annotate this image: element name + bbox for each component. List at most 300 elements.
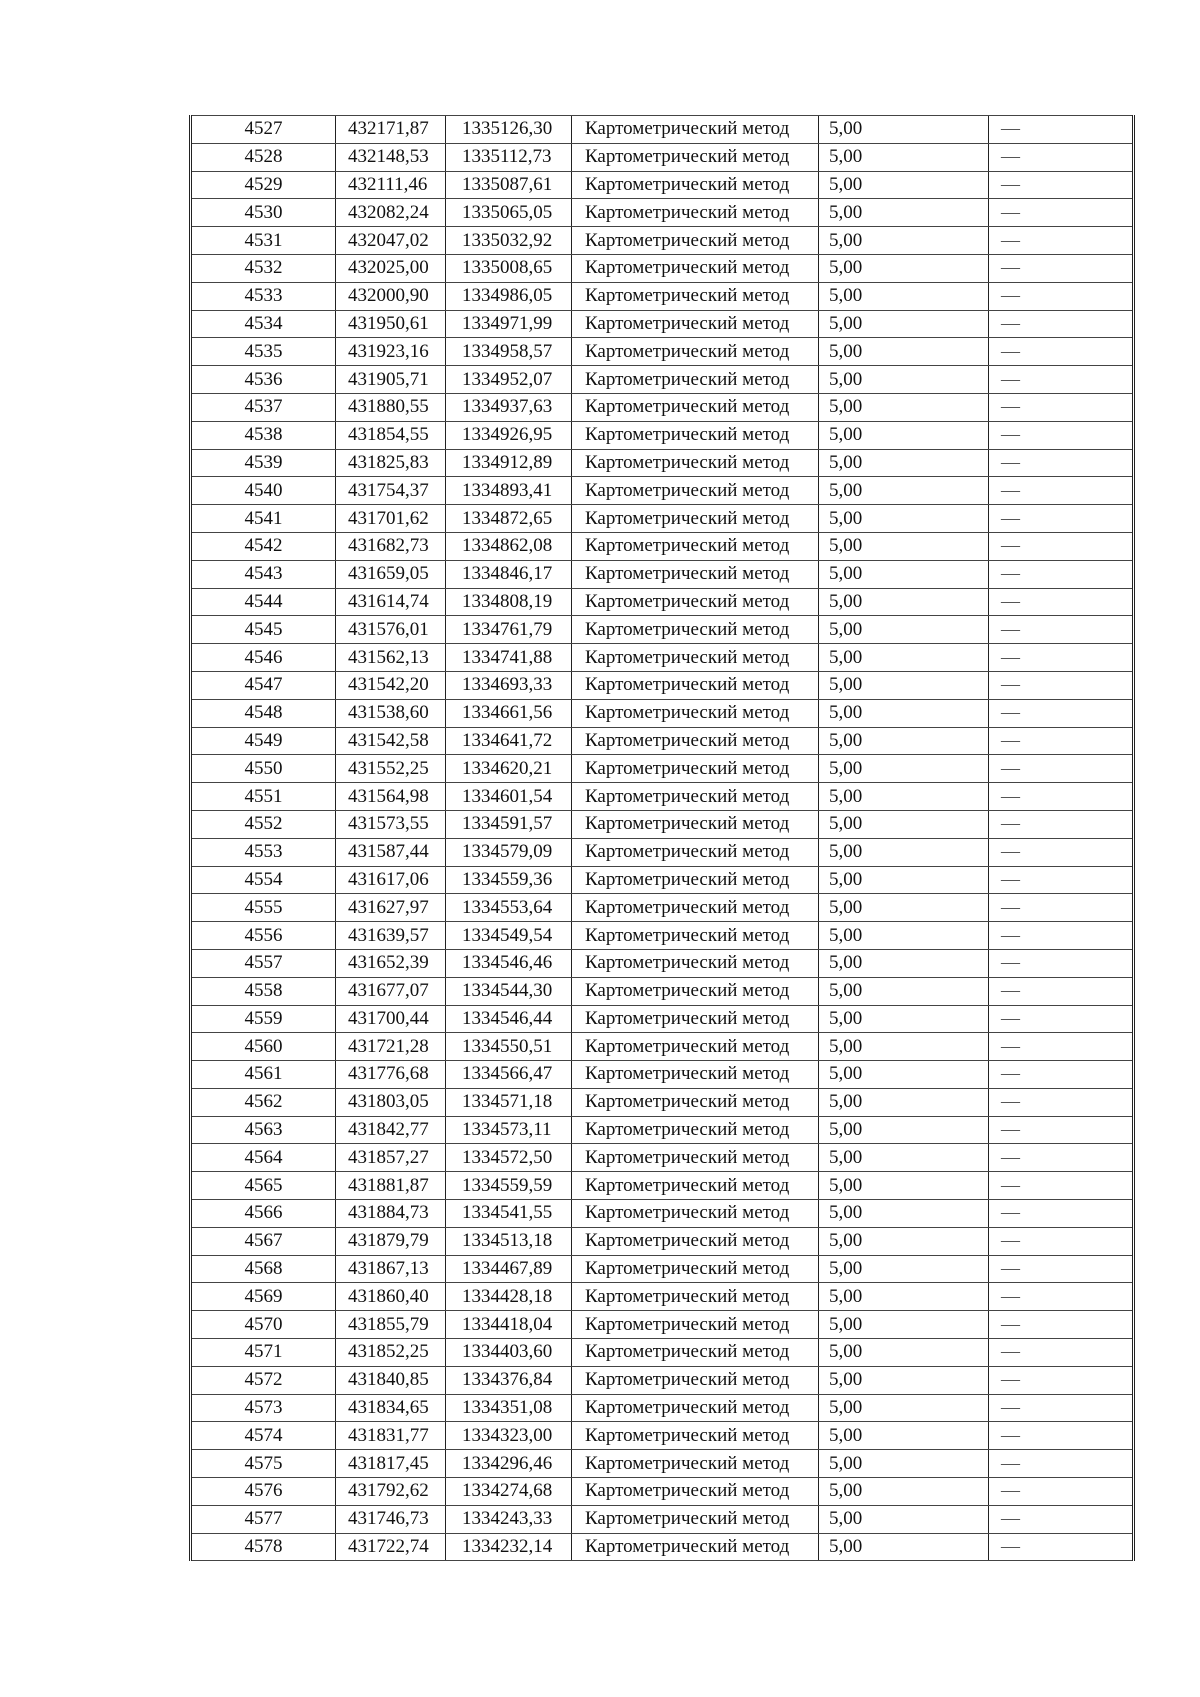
note-cell: — xyxy=(989,1144,1134,1172)
x-coordinate-cell: 432111,46 xyxy=(336,171,446,199)
method-cell: Картометрический метод xyxy=(572,838,819,866)
y-coordinate-cell: 1334761,79 xyxy=(446,616,572,644)
y-coordinate-cell: 1335112,73 xyxy=(446,143,572,171)
point-number-cell: 4574 xyxy=(191,1422,336,1450)
x-coordinate-cell: 431617,06 xyxy=(336,866,446,894)
note-cell: — xyxy=(989,449,1134,477)
point-number-cell: 4570 xyxy=(191,1311,336,1339)
table-row xyxy=(191,116,1134,144)
accuracy-cell: 5,00 xyxy=(819,1033,989,1061)
x-coordinate-cell: 431721,28 xyxy=(336,1033,446,1061)
accuracy-cell: 5,00 xyxy=(819,1116,989,1144)
y-coordinate-cell: 1334893,41 xyxy=(446,477,572,505)
point-number-cell: 4527 xyxy=(191,116,336,144)
table-row xyxy=(191,1283,1134,1311)
y-coordinate-cell: 1335065,05 xyxy=(446,199,572,227)
y-coordinate-cell: 1334971,99 xyxy=(446,310,572,338)
note-cell: — xyxy=(989,227,1134,255)
point-number-cell: 4531 xyxy=(191,227,336,255)
x-coordinate-cell: 431652,39 xyxy=(336,949,446,977)
x-coordinate-cell: 432025,00 xyxy=(336,254,446,282)
point-number-cell: 4548 xyxy=(191,699,336,727)
accuracy-cell: 5,00 xyxy=(819,199,989,227)
note-cell: — xyxy=(989,1505,1134,1533)
note-cell: — xyxy=(989,421,1134,449)
accuracy-cell: 5,00 xyxy=(819,505,989,533)
x-coordinate-cell: 432148,53 xyxy=(336,143,446,171)
x-coordinate-cell: 431659,05 xyxy=(336,560,446,588)
x-coordinate-cell: 431776,68 xyxy=(336,1061,446,1089)
table-row xyxy=(191,1144,1134,1172)
accuracy-cell: 5,00 xyxy=(819,1450,989,1478)
point-number-cell: 4559 xyxy=(191,1005,336,1033)
y-coordinate-cell: 1334958,57 xyxy=(446,338,572,366)
note-cell: — xyxy=(989,1283,1134,1311)
method-cell: Картометрический метод xyxy=(572,1450,819,1478)
note-cell: — xyxy=(989,1227,1134,1255)
point-number-cell: 4554 xyxy=(191,866,336,894)
method-cell: Картометрический метод xyxy=(572,143,819,171)
x-coordinate-cell: 431842,77 xyxy=(336,1116,446,1144)
y-coordinate-cell: 1334862,08 xyxy=(446,532,572,560)
table-row xyxy=(191,1255,1134,1283)
point-number-cell: 4532 xyxy=(191,254,336,282)
table-row xyxy=(191,366,1134,394)
accuracy-cell: 5,00 xyxy=(819,783,989,811)
point-number-cell: 4528 xyxy=(191,143,336,171)
accuracy-cell: 5,00 xyxy=(819,1005,989,1033)
point-number-cell: 4546 xyxy=(191,644,336,672)
table-row xyxy=(191,644,1134,672)
y-coordinate-cell: 1334541,55 xyxy=(446,1200,572,1228)
table-row xyxy=(191,1200,1134,1228)
point-number-cell: 4550 xyxy=(191,755,336,783)
point-number-cell: 4563 xyxy=(191,1116,336,1144)
accuracy-cell: 5,00 xyxy=(819,1366,989,1394)
table-row xyxy=(191,477,1134,505)
accuracy-cell: 5,00 xyxy=(819,616,989,644)
point-number-cell: 4542 xyxy=(191,532,336,560)
y-coordinate-cell: 1334620,21 xyxy=(446,755,572,783)
y-coordinate-cell: 1334641,72 xyxy=(446,727,572,755)
table-row xyxy=(191,421,1134,449)
note-cell: — xyxy=(989,783,1134,811)
y-coordinate-cell: 1334808,19 xyxy=(446,588,572,616)
method-cell: Картометрический метод xyxy=(572,1422,819,1450)
note-cell: — xyxy=(989,1200,1134,1228)
accuracy-cell: 5,00 xyxy=(819,310,989,338)
accuracy-cell: 5,00 xyxy=(819,727,989,755)
x-coordinate-cell: 431905,71 xyxy=(336,366,446,394)
point-number-cell: 4535 xyxy=(191,338,336,366)
y-coordinate-cell: 1334986,05 xyxy=(446,282,572,310)
table-row xyxy=(191,671,1134,699)
table-row xyxy=(191,1005,1134,1033)
y-coordinate-cell: 1334571,18 xyxy=(446,1088,572,1116)
y-coordinate-cell: 1334693,33 xyxy=(446,671,572,699)
x-coordinate-cell: 431542,58 xyxy=(336,727,446,755)
note-cell: — xyxy=(989,199,1134,227)
note-cell: — xyxy=(989,588,1134,616)
accuracy-cell: 5,00 xyxy=(819,1200,989,1228)
note-cell: — xyxy=(989,338,1134,366)
method-cell: Картометрический метод xyxy=(572,254,819,282)
point-number-cell: 4538 xyxy=(191,421,336,449)
note-cell: — xyxy=(989,1255,1134,1283)
table-row xyxy=(191,560,1134,588)
point-number-cell: 4560 xyxy=(191,1033,336,1061)
table-row xyxy=(191,505,1134,533)
note-cell: — xyxy=(989,810,1134,838)
accuracy-cell: 5,00 xyxy=(819,143,989,171)
y-coordinate-cell: 1334403,60 xyxy=(446,1339,572,1367)
x-coordinate-cell: 431627,97 xyxy=(336,894,446,922)
note-cell: — xyxy=(989,171,1134,199)
method-cell: Картометрический метод xyxy=(572,866,819,894)
table-row xyxy=(191,588,1134,616)
note-cell: — xyxy=(989,1088,1134,1116)
y-coordinate-cell: 1335032,92 xyxy=(446,227,572,255)
method-cell: Картометрический метод xyxy=(572,116,819,144)
x-coordinate-cell: 431564,98 xyxy=(336,783,446,811)
y-coordinate-cell: 1335087,61 xyxy=(446,171,572,199)
point-number-cell: 4551 xyxy=(191,783,336,811)
method-cell: Картометрический метод xyxy=(572,505,819,533)
y-coordinate-cell: 1334467,89 xyxy=(446,1255,572,1283)
point-number-cell: 4562 xyxy=(191,1088,336,1116)
table-row xyxy=(191,393,1134,421)
accuracy-cell: 5,00 xyxy=(819,1311,989,1339)
method-cell: Картометрический метод xyxy=(572,1478,819,1506)
x-coordinate-cell: 431950,61 xyxy=(336,310,446,338)
note-cell: — xyxy=(989,838,1134,866)
method-cell: Картометрический метод xyxy=(572,1116,819,1144)
table-row xyxy=(191,922,1134,950)
accuracy-cell: 5,00 xyxy=(819,699,989,727)
accuracy-cell: 5,00 xyxy=(819,755,989,783)
method-cell: Картометрический метод xyxy=(572,755,819,783)
x-coordinate-cell: 432082,24 xyxy=(336,199,446,227)
note-cell: — xyxy=(989,310,1134,338)
table-row xyxy=(191,338,1134,366)
accuracy-cell: 5,00 xyxy=(819,810,989,838)
point-number-cell: 4553 xyxy=(191,838,336,866)
x-coordinate-cell: 431576,01 xyxy=(336,616,446,644)
accuracy-cell: 5,00 xyxy=(819,922,989,950)
y-coordinate-cell: 1334566,47 xyxy=(446,1061,572,1089)
method-cell: Картометрический метод xyxy=(572,699,819,727)
method-cell: Картометрический метод xyxy=(572,616,819,644)
accuracy-cell: 5,00 xyxy=(819,1422,989,1450)
method-cell: Картометрический метод xyxy=(572,1088,819,1116)
table-row xyxy=(191,1478,1134,1506)
x-coordinate-cell: 431677,07 xyxy=(336,977,446,1005)
accuracy-cell: 5,00 xyxy=(819,1478,989,1506)
accuracy-cell: 5,00 xyxy=(819,588,989,616)
y-coordinate-cell: 1334912,89 xyxy=(446,449,572,477)
table-row xyxy=(191,838,1134,866)
method-cell: Картометрический метод xyxy=(572,199,819,227)
accuracy-cell: 5,00 xyxy=(819,977,989,1005)
x-coordinate-cell: 431840,85 xyxy=(336,1366,446,1394)
point-number-cell: 4556 xyxy=(191,922,336,950)
accuracy-cell: 5,00 xyxy=(819,116,989,144)
x-coordinate-cell: 431834,65 xyxy=(336,1394,446,1422)
x-coordinate-cell: 431857,27 xyxy=(336,1144,446,1172)
x-coordinate-cell: 431854,55 xyxy=(336,421,446,449)
point-number-cell: 4530 xyxy=(191,199,336,227)
note-cell: — xyxy=(989,505,1134,533)
table-row xyxy=(191,783,1134,811)
method-cell: Картометрический метод xyxy=(572,338,819,366)
table-row xyxy=(191,1061,1134,1089)
y-coordinate-cell: 1334926,95 xyxy=(446,421,572,449)
accuracy-cell: 5,00 xyxy=(819,671,989,699)
accuracy-cell: 5,00 xyxy=(819,1505,989,1533)
x-coordinate-cell: 431852,25 xyxy=(336,1339,446,1367)
accuracy-cell: 5,00 xyxy=(819,254,989,282)
x-coordinate-cell: 431923,16 xyxy=(336,338,446,366)
note-cell: — xyxy=(989,116,1134,144)
accuracy-cell: 5,00 xyxy=(819,894,989,922)
y-coordinate-cell: 1334546,44 xyxy=(446,1005,572,1033)
y-coordinate-cell: 1334846,17 xyxy=(446,560,572,588)
y-coordinate-cell: 1334323,00 xyxy=(446,1422,572,1450)
accuracy-cell: 5,00 xyxy=(819,1144,989,1172)
method-cell: Картометрический метод xyxy=(572,1533,819,1561)
note-cell: — xyxy=(989,1478,1134,1506)
note-cell: — xyxy=(989,922,1134,950)
table-row xyxy=(191,254,1134,282)
table-row xyxy=(191,810,1134,838)
note-cell: — xyxy=(989,560,1134,588)
point-number-cell: 4558 xyxy=(191,977,336,1005)
x-coordinate-cell: 431884,73 xyxy=(336,1200,446,1228)
point-number-cell: 4577 xyxy=(191,1505,336,1533)
note-cell: — xyxy=(989,644,1134,672)
x-coordinate-cell: 431722,74 xyxy=(336,1533,446,1561)
method-cell: Картометрический метод xyxy=(572,1255,819,1283)
table-row xyxy=(191,199,1134,227)
point-number-cell: 4561 xyxy=(191,1061,336,1089)
table-row xyxy=(191,532,1134,560)
note-cell: — xyxy=(989,671,1134,699)
y-coordinate-cell: 1334591,57 xyxy=(446,810,572,838)
table-row xyxy=(191,1033,1134,1061)
method-cell: Картометрический метод xyxy=(572,1005,819,1033)
accuracy-cell: 5,00 xyxy=(819,1255,989,1283)
note-cell: — xyxy=(989,1311,1134,1339)
x-coordinate-cell: 431700,44 xyxy=(336,1005,446,1033)
y-coordinate-cell: 1334296,46 xyxy=(446,1450,572,1478)
y-coordinate-cell: 1334937,63 xyxy=(446,393,572,421)
x-coordinate-cell: 431831,77 xyxy=(336,1422,446,1450)
y-coordinate-cell: 1334559,36 xyxy=(446,866,572,894)
point-number-cell: 4572 xyxy=(191,1366,336,1394)
note-cell: — xyxy=(989,866,1134,894)
x-coordinate-cell: 431817,45 xyxy=(336,1450,446,1478)
point-number-cell: 4555 xyxy=(191,894,336,922)
note-cell: — xyxy=(989,1005,1134,1033)
point-number-cell: 4541 xyxy=(191,505,336,533)
accuracy-cell: 5,00 xyxy=(819,227,989,255)
note-cell: — xyxy=(989,282,1134,310)
point-number-cell: 4578 xyxy=(191,1533,336,1561)
note-cell: — xyxy=(989,616,1134,644)
x-coordinate-cell: 431879,79 xyxy=(336,1227,446,1255)
x-coordinate-cell: 431562,13 xyxy=(336,644,446,672)
method-cell: Картометрический метод xyxy=(572,1200,819,1228)
x-coordinate-cell: 431880,55 xyxy=(336,393,446,421)
point-number-cell: 4544 xyxy=(191,588,336,616)
table-row xyxy=(191,1227,1134,1255)
point-number-cell: 4567 xyxy=(191,1227,336,1255)
accuracy-cell: 5,00 xyxy=(819,477,989,505)
method-cell: Картометрический метод xyxy=(572,227,819,255)
point-number-cell: 4539 xyxy=(191,449,336,477)
method-cell: Картометрический метод xyxy=(572,366,819,394)
y-coordinate-cell: 1334418,04 xyxy=(446,1311,572,1339)
x-coordinate-cell: 432000,90 xyxy=(336,282,446,310)
y-coordinate-cell: 1334351,08 xyxy=(446,1394,572,1422)
method-cell: Картометрический метод xyxy=(572,282,819,310)
method-cell: Картометрический метод xyxy=(572,894,819,922)
accuracy-cell: 5,00 xyxy=(819,532,989,560)
table-row xyxy=(191,866,1134,894)
x-coordinate-cell: 431682,73 xyxy=(336,532,446,560)
note-cell: — xyxy=(989,143,1134,171)
y-coordinate-cell: 1334952,07 xyxy=(446,366,572,394)
note-cell: — xyxy=(989,949,1134,977)
y-coordinate-cell: 1334601,54 xyxy=(446,783,572,811)
table-row xyxy=(191,616,1134,644)
x-coordinate-cell: 431855,79 xyxy=(336,1311,446,1339)
note-cell: — xyxy=(989,1394,1134,1422)
accuracy-cell: 5,00 xyxy=(819,421,989,449)
y-coordinate-cell: 1334572,50 xyxy=(446,1144,572,1172)
method-cell: Картометрический метод xyxy=(572,783,819,811)
accuracy-cell: 5,00 xyxy=(819,338,989,366)
table-row xyxy=(191,171,1134,199)
note-cell: — xyxy=(989,477,1134,505)
table-row xyxy=(191,1116,1134,1144)
table-row xyxy=(191,1505,1134,1533)
note-cell: — xyxy=(989,977,1134,1005)
x-coordinate-cell: 431825,83 xyxy=(336,449,446,477)
method-cell: Картометрический метод xyxy=(572,949,819,977)
coordinates-table xyxy=(189,115,1135,1561)
method-cell: Картометрический метод xyxy=(572,560,819,588)
x-coordinate-cell: 431614,74 xyxy=(336,588,446,616)
point-number-cell: 4545 xyxy=(191,616,336,644)
table-row xyxy=(191,310,1134,338)
y-coordinate-cell: 1334428,18 xyxy=(446,1283,572,1311)
note-cell: — xyxy=(989,1339,1134,1367)
method-cell: Картометрический метод xyxy=(572,922,819,950)
accuracy-cell: 5,00 xyxy=(819,1283,989,1311)
x-coordinate-cell: 431538,60 xyxy=(336,699,446,727)
method-cell: Картометрический метод xyxy=(572,1033,819,1061)
table-row xyxy=(191,1366,1134,1394)
accuracy-cell: 5,00 xyxy=(819,1339,989,1367)
note-cell: — xyxy=(989,393,1134,421)
x-coordinate-cell: 431746,73 xyxy=(336,1505,446,1533)
note-cell: — xyxy=(989,366,1134,394)
table-row xyxy=(191,282,1134,310)
table-row xyxy=(191,1311,1134,1339)
y-coordinate-cell: 1334559,59 xyxy=(446,1172,572,1200)
accuracy-cell: 5,00 xyxy=(819,644,989,672)
accuracy-cell: 5,00 xyxy=(819,1533,989,1561)
y-coordinate-cell: 1334549,54 xyxy=(446,922,572,950)
accuracy-cell: 5,00 xyxy=(819,1088,989,1116)
note-cell: — xyxy=(989,532,1134,560)
x-coordinate-cell: 431881,87 xyxy=(336,1172,446,1200)
method-cell: Картометрический метод xyxy=(572,671,819,699)
note-cell: — xyxy=(989,1061,1134,1089)
accuracy-cell: 5,00 xyxy=(819,1061,989,1089)
note-cell: — xyxy=(989,755,1134,783)
table-row xyxy=(191,1394,1134,1422)
accuracy-cell: 5,00 xyxy=(819,1394,989,1422)
note-cell: — xyxy=(989,699,1134,727)
x-coordinate-cell: 432047,02 xyxy=(336,227,446,255)
x-coordinate-cell: 432171,87 xyxy=(336,116,446,144)
point-number-cell: 4573 xyxy=(191,1394,336,1422)
method-cell: Картометрический метод xyxy=(572,1505,819,1533)
x-coordinate-cell: 431867,13 xyxy=(336,1255,446,1283)
x-coordinate-cell: 431860,40 xyxy=(336,1283,446,1311)
y-coordinate-cell: 1334274,68 xyxy=(446,1478,572,1506)
table-row xyxy=(191,699,1134,727)
point-number-cell: 4529 xyxy=(191,171,336,199)
y-coordinate-cell: 1334546,46 xyxy=(446,949,572,977)
method-cell: Картометрический метод xyxy=(572,449,819,477)
point-number-cell: 4571 xyxy=(191,1339,336,1367)
y-coordinate-cell: 1334872,65 xyxy=(446,505,572,533)
method-cell: Картометрический метод xyxy=(572,727,819,755)
y-coordinate-cell: 1334661,56 xyxy=(446,699,572,727)
note-cell: — xyxy=(989,1366,1134,1394)
table-row xyxy=(191,1172,1134,1200)
method-cell: Картометрический метод xyxy=(572,1172,819,1200)
table-row xyxy=(191,1533,1134,1561)
table-row xyxy=(191,977,1134,1005)
method-cell: Картометрический метод xyxy=(572,421,819,449)
table-row xyxy=(191,1450,1134,1478)
y-coordinate-cell: 1335008,65 xyxy=(446,254,572,282)
table-row xyxy=(191,727,1134,755)
point-number-cell: 4537 xyxy=(191,393,336,421)
point-number-cell: 4565 xyxy=(191,1172,336,1200)
y-coordinate-cell: 1334376,84 xyxy=(446,1366,572,1394)
note-cell: — xyxy=(989,1116,1134,1144)
note-cell: — xyxy=(989,894,1134,922)
note-cell: — xyxy=(989,1450,1134,1478)
point-number-cell: 4576 xyxy=(191,1478,336,1506)
point-number-cell: 4552 xyxy=(191,810,336,838)
method-cell: Картометрический метод xyxy=(572,171,819,199)
method-cell: Картометрический метод xyxy=(572,310,819,338)
y-coordinate-cell: 1334550,51 xyxy=(446,1033,572,1061)
accuracy-cell: 5,00 xyxy=(819,1172,989,1200)
method-cell: Картометрический метод xyxy=(572,644,819,672)
table-row xyxy=(191,755,1134,783)
y-coordinate-cell: 1334513,18 xyxy=(446,1227,572,1255)
point-number-cell: 4568 xyxy=(191,1255,336,1283)
point-number-cell: 4557 xyxy=(191,949,336,977)
y-coordinate-cell: 1334573,11 xyxy=(446,1116,572,1144)
